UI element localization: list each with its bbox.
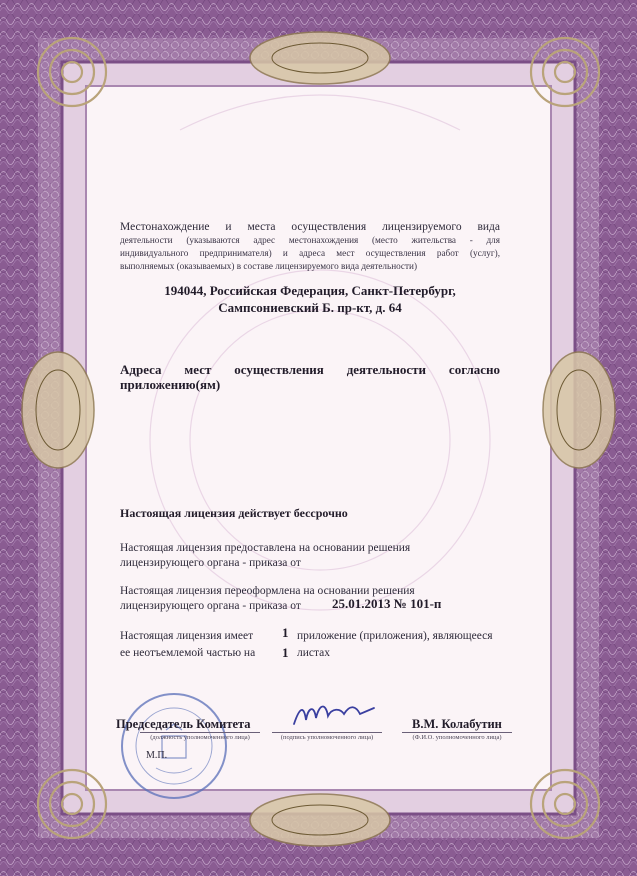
annex-sheets: 1 bbox=[282, 645, 289, 660]
validity-statement: Настоящая лицензия действует бессрочно bbox=[120, 506, 348, 520]
handwritten-signature bbox=[290, 698, 380, 732]
signature-caption: (подпись уполномоченного лица) bbox=[272, 732, 382, 741]
signer-name-caption: (Ф.И.О. уполномоченного лица) bbox=[402, 732, 512, 741]
annex-line: ее неотъемлемой частью на bbox=[120, 647, 256, 659]
signer-name: В.М. Колабутин bbox=[412, 717, 502, 731]
location-heading-line: деятельности (указываются адрес местонахождения (место жительства - для bbox=[120, 235, 500, 245]
address-line: 194044, Российская Федерация, Санкт-Петербург, bbox=[164, 283, 456, 298]
signer-position-caption: (должность уполномоченного лица) bbox=[140, 732, 260, 741]
reissued-line: лицензирующего органа - приказа от bbox=[120, 600, 301, 612]
annex-line: приложение (приложения), являющееся bbox=[297, 630, 493, 642]
signer-position: Председатель Комитета bbox=[116, 717, 251, 731]
granted-line: лицензирующего органа - приказа от bbox=[120, 557, 301, 569]
official-stamp bbox=[118, 690, 230, 802]
annex-line: листах bbox=[297, 647, 331, 659]
annex-line: Настоящая лицензия имеет bbox=[120, 630, 254, 642]
location-heading-line: выполняемых (оказываемых) в составе лицензируемого вида деятельности) bbox=[120, 261, 418, 271]
reissued-order: 25.01.2013 № 101-п bbox=[332, 596, 442, 611]
address-line: Сампсониевский Б. пр-кт, д. 64 bbox=[218, 300, 402, 315]
seal-place: М.П. bbox=[146, 750, 168, 761]
places-line: Адреса мест осуществления деятельности согласно bbox=[120, 362, 500, 377]
location-heading-line: Местонахождение и места осуществления лицензируемого вида bbox=[120, 221, 500, 233]
granted-line: Настоящая лицензия предоставлена на основании решения bbox=[120, 542, 411, 554]
places-line: приложению(ям) bbox=[120, 377, 221, 392]
reissued-line: Настоящая лицензия переоформлена на основании решения bbox=[120, 585, 415, 597]
location-heading-line: индивидуального предпринимателя) и адреса мест осуществления работ (услуг), bbox=[120, 248, 500, 258]
annex-count: 1 bbox=[282, 625, 289, 640]
